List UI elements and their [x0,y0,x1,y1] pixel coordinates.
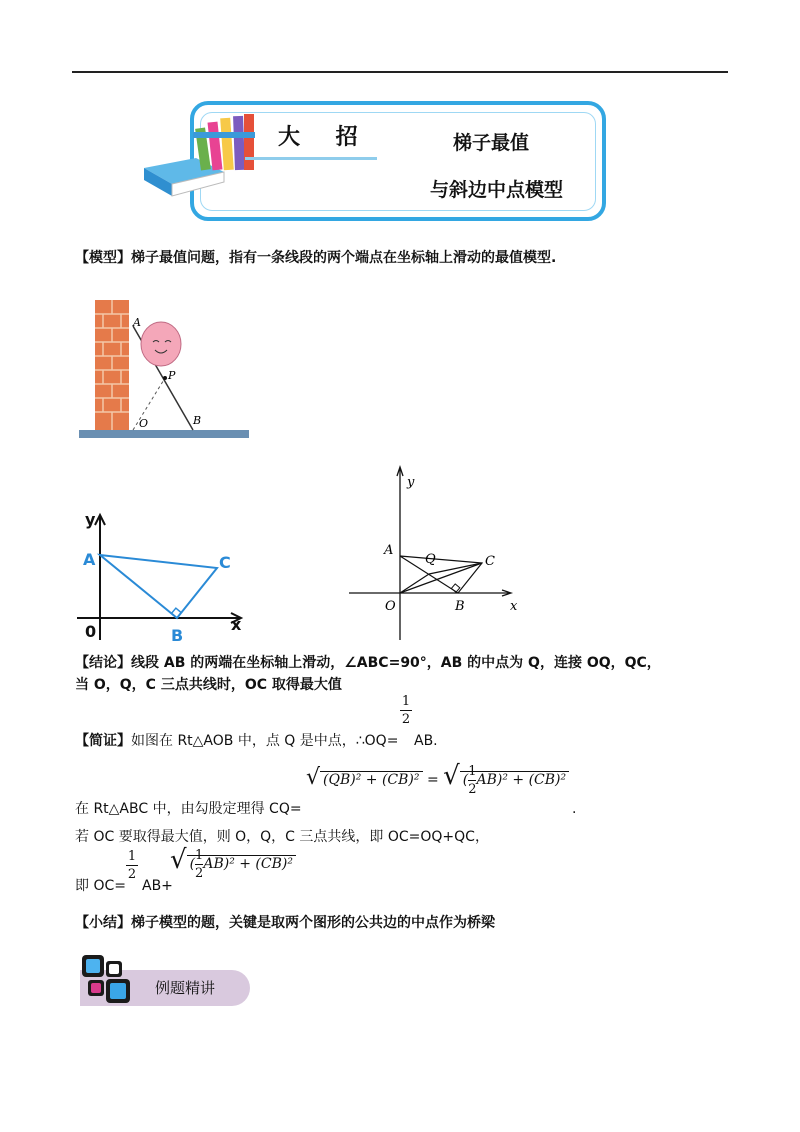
label-y: y [85,510,96,529]
label-x: x [231,615,242,634]
proof-tag: 【简证】 [75,733,131,749]
proof-line2: 在 Rt△ABC 中，由勾股定理得 CQ= [75,801,302,817]
model-text: 梯子最值问题，指有一条线段的两个端点在坐标轴上滑动的最值模型. [131,250,557,266]
banner-topic-line2: 与斜边中点模型 [430,179,564,201]
proof-line3: 若 OC 要取得最大值，则 O，Q，C 三点共线，即 OC=OQ+QC， [75,829,489,845]
model-paragraph [75,248,556,268]
conclusion-line2: 当 O，Q，C 三点共线时，OC 取得最大值 [75,677,342,693]
label-y: y [407,475,415,490]
proof-line4: 即 OC= [75,878,126,894]
half-fraction-1: 1 2 [401,694,411,727]
label-o: 0 [85,622,97,641]
label-a: A [384,543,394,558]
label-o: O [385,599,396,614]
proof-text-1: 如图在 Rt△AOB 中，点 Q 是中点，∴OQ= [131,733,399,749]
banner-underline [245,157,377,160]
triangle-axes-figure [75,505,250,645]
proof-line4-mid: AB+ [142,878,173,894]
oc-formula: √ ( $\frac{1}{2}$ AB)² + (CB)² [170,845,296,881]
model-tag: 【模型】 [75,250,131,266]
summary-paragraph [75,913,495,933]
label-o: O [139,417,149,430]
label-a: A [133,316,141,329]
conclusion-text-1: 线段 AB 的两端在坐标轴上滑动，∠ABC=90°，AB 的中点为 Q，连接 OQ，QC， [131,655,661,671]
top-rule [72,71,728,73]
banner-topic-line1: 梯子最值 [453,132,530,154]
label-b: B [171,626,184,645]
label-c: C [219,553,231,572]
label-p: P [168,369,176,382]
label-b: B [455,599,465,614]
half-fraction-2: 1 2 [127,849,137,882]
cq-formula: √ (QB)² + (CB)² = √ ( $\frac{1}{2}$ AB)² + (CB)² [306,761,569,797]
label-a: A [83,550,96,569]
summary-text: 梯子模型的题，关键是取两个图形的公共边的中点作为桥梁 [131,915,495,931]
label-b: B [193,414,202,427]
example-section-title: 例题精讲 [155,979,216,997]
label-q: Q [425,552,436,567]
summary-tag: 【小结】 [75,915,131,931]
proof-line1-end: AB. [414,733,438,749]
conclusion-tag: 【结论】 [75,655,131,671]
books-icon [138,110,263,198]
midpoint-axes-figure [345,462,535,644]
ladder-figure [75,292,255,442]
conclusion-line1 [75,653,661,673]
grid-squares-icon [80,953,134,1007]
label-c: C [485,554,495,569]
proof-line2-end: . [572,801,577,817]
banner-title: 大 招 [278,124,372,150]
proof-line1 [75,731,398,751]
label-x: x [510,599,518,614]
